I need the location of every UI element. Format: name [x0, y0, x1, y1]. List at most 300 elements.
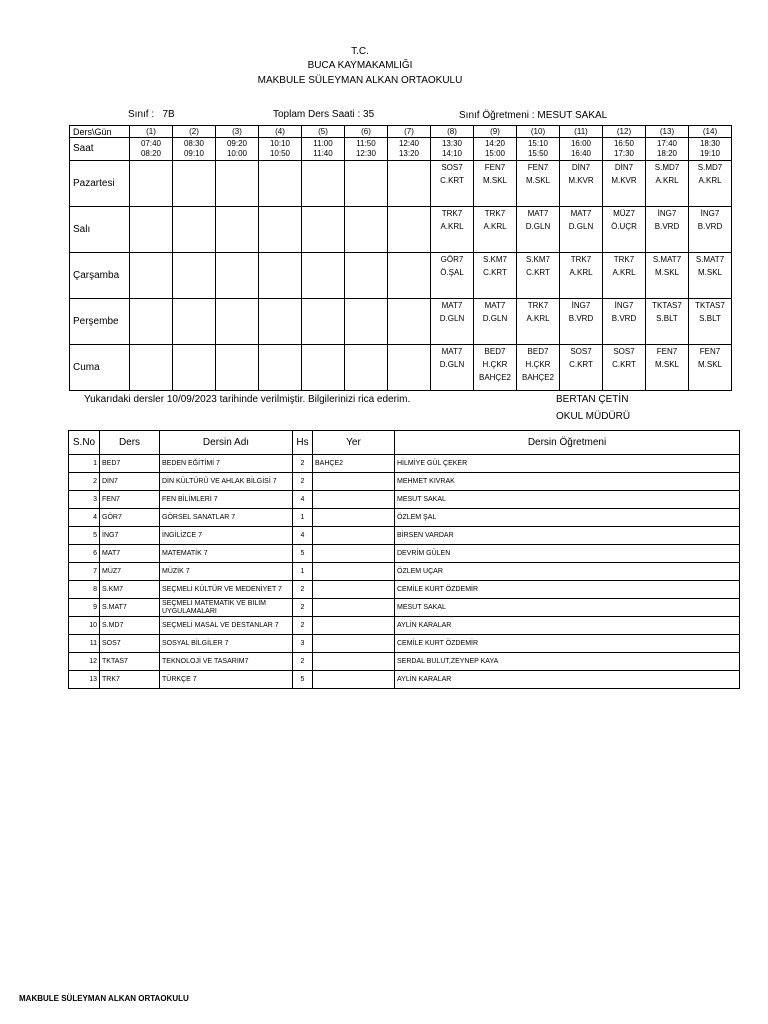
lesson-room [646, 187, 688, 200]
course-name: TÜRKÇE 7 [160, 671, 293, 689]
header-tc: T.C. [351, 46, 369, 57]
lesson-code [130, 207, 172, 220]
lesson-cell [517, 345, 560, 391]
lesson-room [474, 233, 516, 246]
lesson-room [474, 325, 516, 338]
lesson-cell [646, 345, 689, 391]
course-hours: 2 [293, 617, 313, 635]
course-code: DİN7 [100, 473, 160, 491]
lesson-teacher: A.KRL [612, 268, 636, 277]
lesson-code [130, 253, 172, 266]
lesson-room [173, 371, 215, 384]
lesson-cell [302, 299, 345, 345]
lesson-cell [259, 253, 302, 299]
lesson-cell [474, 345, 517, 391]
lesson-code [216, 161, 258, 174]
course-place [313, 545, 395, 563]
period-number: (13) [646, 126, 689, 138]
period-start: 17:40 [656, 139, 678, 148]
lesson-teacher [173, 312, 215, 325]
lesson-room [173, 233, 215, 246]
course-row [69, 455, 740, 473]
lesson-teacher: D.GLN [482, 314, 508, 323]
period-time [345, 138, 388, 161]
period-number-row [70, 126, 732, 138]
course-hours: 5 [293, 545, 313, 563]
lesson-teacher: D.GLN [439, 314, 465, 323]
lesson-teacher: M.KVR [611, 176, 637, 185]
course-name: İNGİLİZCE 7 [160, 527, 293, 545]
lesson-room [560, 233, 602, 246]
period-number: (9) [474, 126, 517, 138]
lesson-cell [216, 345, 259, 391]
lesson-code: S.MAT7 [652, 255, 682, 264]
lesson-teacher: B.VRD [654, 222, 680, 231]
course-hours: 5 [293, 671, 313, 689]
lesson-cell [603, 299, 646, 345]
lesson-code: İNG7 [700, 209, 720, 218]
course-code: BED7 [100, 455, 160, 473]
period-end: 08:20 [140, 149, 162, 158]
lesson-teacher: D.GLN [525, 222, 551, 231]
course-row [69, 491, 740, 509]
lesson-room: BAHÇE2 [521, 373, 554, 382]
lesson-room [603, 233, 645, 246]
lesson-room [689, 325, 731, 338]
lesson-teacher: M.KVR [568, 176, 594, 185]
period-end: 13:20 [398, 149, 420, 158]
lesson-code [345, 253, 387, 266]
lesson-code: TRK7 [527, 301, 549, 310]
header-school: MAKBULE SÜLEYMAN ALKAN ORTAOKULU [257, 75, 463, 86]
course-teacher: CEMİLE KURT ÖZDEMİR [395, 635, 740, 653]
period-end: 16:40 [570, 149, 592, 158]
course-teacher: AYLİN KARALAR [395, 617, 740, 635]
lesson-cell [431, 207, 474, 253]
lesson-room [431, 279, 473, 292]
course-hours: 2 [293, 599, 313, 617]
lesson-code [130, 299, 172, 312]
course-teacher: CEMİLE KURT ÖZDEMİR [395, 581, 740, 599]
course-place [313, 563, 395, 581]
course-code: İNG7 [100, 527, 160, 545]
lesson-room [689, 187, 731, 200]
lesson-teacher [216, 174, 258, 187]
lesson-code [173, 161, 215, 174]
course-name: SEÇMELİ KÜLTÜR VE MEDENİYET 7 [160, 581, 293, 599]
course-code: TRK7 [100, 671, 160, 689]
lesson-code: TRK7 [484, 209, 506, 218]
lesson-code: S.KM7 [482, 255, 507, 264]
lesson-cell [388, 345, 431, 391]
lesson-room [646, 371, 688, 384]
course-place [313, 473, 395, 491]
lesson-teacher [345, 312, 387, 325]
period-number: (1) [130, 126, 173, 138]
lesson-cell [603, 207, 646, 253]
class-teacher-value: MESUT SAKAL [537, 110, 608, 121]
lesson-cell [130, 345, 173, 391]
course-hours: 2 [293, 581, 313, 599]
lesson-code: TRK7 [613, 255, 635, 264]
period-end: 14:10 [441, 149, 463, 158]
course-code: S.MAT7 [100, 599, 160, 617]
lesson-room [517, 233, 559, 246]
lesson-code [259, 207, 301, 220]
period-time-row [70, 138, 732, 161]
course-place [313, 581, 395, 599]
course-teacher: MEHMET KIVRAK [395, 473, 740, 491]
lesson-code: BED7 [484, 347, 506, 356]
lesson-room [560, 325, 602, 338]
course-code: GÖR7 [100, 509, 160, 527]
period-start: 16:00 [570, 139, 592, 148]
course-place [313, 635, 395, 653]
course-code: SOS7 [100, 635, 160, 653]
lesson-cell [560, 207, 603, 253]
period-start: 11:00 [313, 139, 333, 148]
course-code: S.KM7 [100, 581, 160, 599]
lesson-cell [302, 253, 345, 299]
period-number: (2) [173, 126, 216, 138]
course-no: 7 [69, 563, 100, 581]
lesson-room [345, 187, 387, 200]
lesson-code: TKTAS7 [695, 301, 725, 310]
lesson-code: MAT7 [441, 301, 463, 310]
lesson-code [302, 345, 344, 358]
total-hours-info [273, 109, 374, 120]
day-name: Salı [70, 207, 130, 253]
lesson-cell [259, 207, 302, 253]
course-name: SEÇMELİ MATEMATİK VE BİLİM UYGULAMALARI [160, 599, 293, 617]
lesson-code [345, 207, 387, 220]
course-name: SEÇMELİ MASAL VE DESTANLAR 7 [160, 617, 293, 635]
lesson-code [302, 253, 344, 266]
lesson-room [259, 325, 301, 338]
lesson-code: SOS7 [570, 347, 592, 356]
lesson-code: SOS7 [441, 163, 463, 172]
lesson-cell [646, 161, 689, 207]
course-row [69, 581, 740, 599]
total-hours-label: Toplam Ders Saati : [273, 109, 361, 120]
lesson-cell [474, 207, 517, 253]
lesson-code: MAT7 [441, 347, 463, 356]
lesson-cell [173, 207, 216, 253]
period-time [689, 138, 732, 161]
course-list-table [68, 430, 740, 689]
day-name: Çarşamba [70, 253, 130, 299]
course-no: 2 [69, 473, 100, 491]
lesson-room [603, 371, 645, 384]
lesson-cell [560, 299, 603, 345]
lesson-room [259, 187, 301, 200]
course-place [313, 509, 395, 527]
lesson-room [474, 187, 516, 200]
lesson-room [431, 187, 473, 200]
lesson-cell [603, 253, 646, 299]
lesson-room [216, 279, 258, 292]
lesson-room [130, 187, 172, 200]
course-hours: 4 [293, 491, 313, 509]
course-teacher: HİLMİYE GÜL ÇEKER [395, 455, 740, 473]
course-teacher: MESUT SAKAL [395, 491, 740, 509]
course-teacher: SERDAL BULUT,ZEYNEP KAYA [395, 653, 740, 671]
lesson-code [388, 253, 430, 266]
header-sno: S.No [69, 431, 100, 455]
period-end: 10:00 [226, 149, 248, 158]
lesson-code [302, 207, 344, 220]
period-start: 16:50 [613, 139, 635, 148]
period-start: 18:30 [699, 139, 721, 148]
lesson-cell [130, 161, 173, 207]
lesson-teacher [345, 174, 387, 187]
course-hours: 1 [293, 509, 313, 527]
course-row [69, 563, 740, 581]
period-time [560, 138, 603, 161]
lesson-code [130, 161, 172, 174]
lesson-code: MÜZ7 [613, 209, 635, 218]
lesson-cell [603, 345, 646, 391]
lesson-cell [431, 345, 474, 391]
lesson-room [259, 279, 301, 292]
lesson-teacher: M.SKL [525, 176, 550, 185]
course-row [69, 527, 740, 545]
lesson-teacher: D.GLN [439, 360, 465, 369]
lesson-teacher: B.VRD [611, 314, 637, 323]
period-time [173, 138, 216, 161]
lesson-teacher: H.ÇKR [482, 360, 508, 369]
lesson-cell [560, 253, 603, 299]
lesson-cell [689, 299, 732, 345]
course-place [313, 599, 395, 617]
lesson-cell [216, 253, 259, 299]
course-teacher: ÖZLEM UÇAR [395, 563, 740, 581]
lesson-room [560, 187, 602, 200]
lesson-code: FEN7 [699, 347, 721, 356]
lesson-cell [388, 207, 431, 253]
period-start: 09:20 [226, 139, 248, 148]
lesson-code [259, 253, 301, 266]
principal-title: OKUL MÜDÜRÜ [556, 411, 631, 422]
lesson-code: MAT7 [484, 301, 506, 310]
lesson-room [216, 233, 258, 246]
period-time [603, 138, 646, 161]
course-teacher: BİRSEN VARDAR [395, 527, 740, 545]
lesson-teacher: Ö.UÇR [611, 222, 637, 231]
course-place [313, 653, 395, 671]
period-end: 15:50 [527, 149, 549, 158]
lesson-code: MAT7 [527, 209, 549, 218]
course-code: MAT7 [100, 545, 160, 563]
lesson-room [388, 187, 430, 200]
lesson-code [345, 161, 387, 174]
period-end: 09:10 [183, 149, 205, 158]
lesson-room [302, 187, 344, 200]
period-time [259, 138, 302, 161]
period-end: 12:30 [355, 149, 377, 158]
course-hours: 3 [293, 635, 313, 653]
weekly-schedule-table [69, 125, 732, 391]
class-value: 7B [162, 109, 175, 120]
course-place [313, 671, 395, 689]
lesson-cell [216, 299, 259, 345]
lesson-room [603, 279, 645, 292]
lesson-code [302, 161, 344, 174]
header-dersin-ogretmeni: Dersin Öğretmeni [395, 431, 740, 455]
lesson-room [216, 187, 258, 200]
lesson-code [259, 345, 301, 358]
period-number: (8) [431, 126, 474, 138]
lesson-room [517, 187, 559, 200]
period-start: 10:10 [269, 139, 291, 148]
lesson-room [431, 371, 473, 384]
lesson-teacher [302, 358, 344, 371]
period-end: 10:50 [269, 149, 291, 158]
period-end: 18:20 [656, 149, 678, 158]
lesson-code: TKTAS7 [652, 301, 682, 310]
lesson-room [173, 187, 215, 200]
lesson-room [689, 279, 731, 292]
class-teacher-info [459, 110, 607, 121]
day-row [70, 345, 732, 391]
lesson-room [259, 233, 301, 246]
lesson-room [431, 325, 473, 338]
lesson-cell [345, 207, 388, 253]
course-name: SOSYAL BİLGİLER 7 [160, 635, 293, 653]
lesson-teacher [173, 266, 215, 279]
lesson-cell [216, 207, 259, 253]
period-number: (10) [517, 126, 560, 138]
lesson-room [173, 279, 215, 292]
lesson-code: S.MD7 [697, 163, 723, 172]
lesson-teacher [259, 220, 301, 233]
course-row [69, 545, 740, 563]
day-name: Perşembe [70, 299, 130, 345]
course-hours: 2 [293, 653, 313, 671]
lesson-teacher [216, 358, 258, 371]
lesson-cell [388, 253, 431, 299]
corner-label: Ders\Gün [70, 126, 130, 138]
lesson-room [130, 371, 172, 384]
lesson-cell [173, 253, 216, 299]
lesson-cell [216, 161, 259, 207]
lesson-room [689, 371, 731, 384]
class-teacher-label: Sınıf Öğretmeni : [459, 110, 535, 121]
lesson-room [302, 233, 344, 246]
period-time [216, 138, 259, 161]
course-no: 6 [69, 545, 100, 563]
day-row [70, 207, 732, 253]
lesson-cell [431, 299, 474, 345]
course-place [313, 527, 395, 545]
lesson-cell [560, 345, 603, 391]
course-row [69, 509, 740, 527]
lesson-teacher: A.KRL [655, 176, 679, 185]
lesson-code: S.MD7 [654, 163, 680, 172]
lesson-cell [646, 253, 689, 299]
course-teacher: MESUT SAKAL [395, 599, 740, 617]
course-row [69, 653, 740, 671]
lesson-room [345, 325, 387, 338]
period-number: (5) [302, 126, 345, 138]
course-name: TEKNOLOJİ VE TASARIM7 [160, 653, 293, 671]
lesson-cell [130, 207, 173, 253]
period-end: 11:40 [313, 149, 333, 158]
lesson-room [517, 279, 559, 292]
lesson-teacher: C.KRT [569, 360, 593, 369]
lesson-room: BAHÇE2 [478, 373, 511, 382]
lesson-code: SOS7 [613, 347, 635, 356]
lesson-code [173, 253, 215, 266]
course-no: 9 [69, 599, 100, 617]
lesson-room [646, 233, 688, 246]
lesson-cell [345, 161, 388, 207]
lesson-room [431, 233, 473, 246]
course-teacher: AYLİN KARALAR [395, 671, 740, 689]
lesson-code: MAT7 [570, 209, 592, 218]
lesson-code [173, 299, 215, 312]
lesson-code [388, 161, 430, 174]
lesson-cell [474, 253, 517, 299]
period-time [388, 138, 431, 161]
course-hours: 4 [293, 527, 313, 545]
lesson-room [474, 279, 516, 292]
lesson-room [517, 325, 559, 338]
lesson-cell [431, 253, 474, 299]
lesson-room [646, 325, 688, 338]
lesson-code: BED7 [527, 347, 549, 356]
lesson-code: FEN7 [656, 347, 678, 356]
day-name: Pazartesi [70, 161, 130, 207]
period-time [431, 138, 474, 161]
lesson-room [560, 279, 602, 292]
period-start: 15:10 [527, 139, 549, 148]
lesson-cell [646, 207, 689, 253]
course-hours: 1 [293, 563, 313, 581]
bottom-school-name: MAKBULE SÜLEYMAN ALKAN ORTAOKULU [19, 994, 189, 1003]
lesson-code [216, 207, 258, 220]
course-no: 11 [69, 635, 100, 653]
lesson-code: İNG7 [657, 209, 677, 218]
lesson-room [345, 279, 387, 292]
course-no: 12 [69, 653, 100, 671]
lesson-room [388, 233, 430, 246]
period-start: 07:40 [140, 139, 162, 148]
lesson-code [173, 207, 215, 220]
lesson-room [689, 233, 731, 246]
period-start: 13:30 [441, 139, 463, 148]
lesson-teacher: C.KRT [483, 268, 507, 277]
period-number: (6) [345, 126, 388, 138]
course-name: DİN KÜLTÜRÜ VE AHLAK BİLGİSİ 7 [160, 473, 293, 491]
lesson-code: GÖR7 [440, 255, 464, 264]
lesson-teacher [259, 174, 301, 187]
day-row [70, 299, 732, 345]
lesson-cell [474, 299, 517, 345]
course-no: 1 [69, 455, 100, 473]
period-start: 14:20 [484, 139, 506, 148]
lesson-code: İNG7 [571, 301, 591, 310]
lesson-code: S.MAT7 [695, 255, 725, 264]
lesson-room [345, 233, 387, 246]
lesson-cell [646, 299, 689, 345]
period-start: 11:50 [356, 139, 376, 148]
lesson-room [345, 371, 387, 384]
lesson-cell [689, 207, 732, 253]
lesson-room [388, 279, 430, 292]
course-name: FEN BİLİMLERİ 7 [160, 491, 293, 509]
period-number: (3) [216, 126, 259, 138]
